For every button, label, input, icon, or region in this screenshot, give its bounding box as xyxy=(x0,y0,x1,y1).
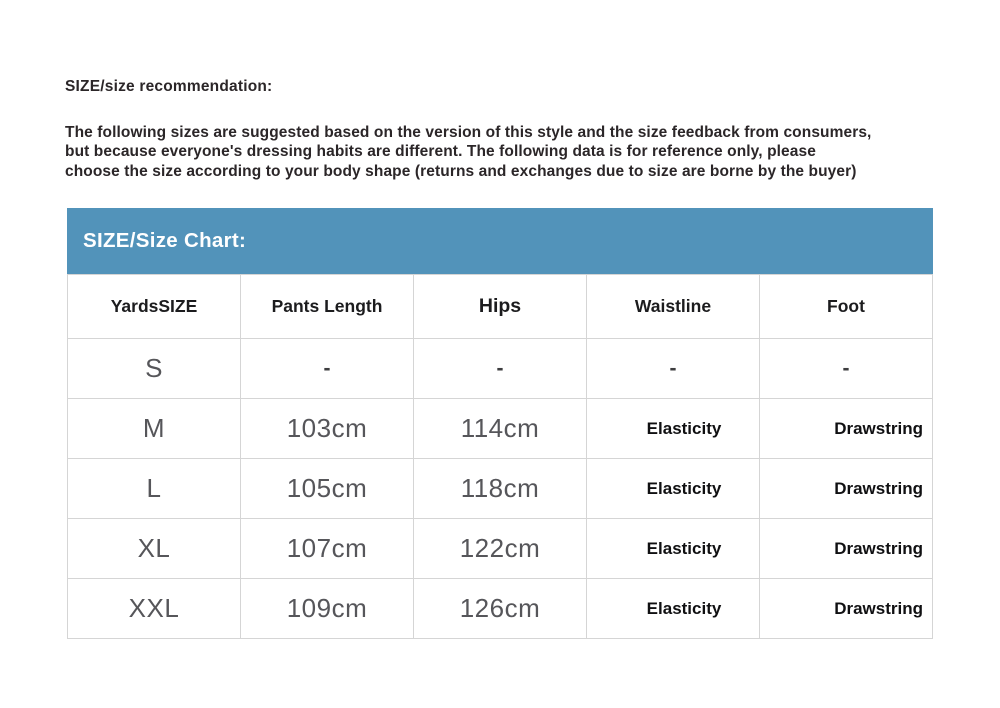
table-row-l xyxy=(68,459,933,519)
pants-length-value: 109cm xyxy=(286,593,368,624)
table-row-s xyxy=(68,339,933,399)
cell-pants-length xyxy=(241,459,414,519)
pants-length-value: - xyxy=(323,356,331,380)
recommendation-body xyxy=(65,123,1000,181)
cell-foot xyxy=(760,459,933,519)
cell-hips xyxy=(414,519,587,579)
size-chart-title-bar xyxy=(67,208,933,274)
size-value: M xyxy=(142,413,166,444)
cell-size xyxy=(68,579,241,639)
size-value: XL xyxy=(137,533,171,564)
recommendation-line: The following sizes are suggested based on the version of this style and the size feedback from consumers, xyxy=(65,124,872,141)
cell-foot xyxy=(760,519,933,579)
hips-value: 126cm xyxy=(459,593,541,624)
cell-hips xyxy=(414,579,587,639)
cell-foot xyxy=(760,579,933,639)
cell-size xyxy=(68,399,241,459)
cell-size xyxy=(68,519,241,579)
pants-length-value: 107cm xyxy=(286,533,368,564)
cell-waistline xyxy=(587,399,760,459)
pants-length-value: 105cm xyxy=(286,473,368,504)
table-row-xxl xyxy=(68,579,933,639)
waistline-value: Elasticity xyxy=(646,598,722,618)
waistline-value: Elasticity xyxy=(646,538,722,558)
hips-value: 114cm xyxy=(460,413,540,444)
cell-pants-length xyxy=(241,579,414,639)
size-value: L xyxy=(146,473,162,504)
hips-value: 122cm xyxy=(459,533,541,564)
recommendation-line: but because everyone's dressing habits are different. The following data is for reference only, please xyxy=(65,143,816,161)
size-chart-table xyxy=(67,274,933,639)
size-chart-title: SIZE/Size Chart: xyxy=(83,229,247,253)
foot-value: Drawstring xyxy=(834,538,923,558)
cell-foot xyxy=(760,399,933,459)
cell-pants-length xyxy=(241,399,414,459)
cell-pants-length xyxy=(241,519,414,579)
cell-pants-length xyxy=(241,339,414,399)
hips-value: 118cm xyxy=(460,473,540,504)
cell-hips xyxy=(414,399,587,459)
table-row-xl xyxy=(68,519,933,579)
column-header-foot: Foot xyxy=(760,275,933,339)
foot-value: Drawstring xyxy=(834,478,923,498)
column-header-waistline: Waistline xyxy=(587,275,760,339)
cell-hips xyxy=(414,459,587,519)
table-row-m xyxy=(68,399,933,459)
hips-value: - xyxy=(496,356,504,380)
cell-waistline xyxy=(587,519,760,579)
waistline-value: Elasticity xyxy=(646,478,722,498)
cell-waistline xyxy=(587,459,760,519)
foot-value: Drawstring xyxy=(834,598,923,618)
size-chart-section xyxy=(67,208,933,639)
recommendation-line: choose the size according to your body shape (returns and exchanges due to size are borne by the buyer) xyxy=(65,162,857,180)
cell-hips xyxy=(414,339,587,399)
size-value: S xyxy=(145,353,163,384)
foot-value: Drawstring xyxy=(834,418,923,438)
cell-waistline xyxy=(587,579,760,639)
waistline-value: Elasticity xyxy=(646,418,722,438)
cell-waistline xyxy=(587,339,760,399)
recommendation-heading: SIZE/size recommendation: xyxy=(65,78,273,95)
column-header-yards-size: YardsSIZE xyxy=(68,275,241,339)
size-value: XXL xyxy=(128,593,180,624)
cell-size xyxy=(68,339,241,399)
foot-value: - xyxy=(842,356,850,380)
waistline-value: - xyxy=(669,356,677,380)
cell-size xyxy=(68,459,241,519)
column-header-pants-length: Pants Length xyxy=(241,275,414,339)
cell-foot xyxy=(760,339,933,399)
column-header-hips: Hips xyxy=(414,275,587,339)
pants-length-value: 103cm xyxy=(286,413,368,444)
size-chart-header-row xyxy=(68,275,933,339)
